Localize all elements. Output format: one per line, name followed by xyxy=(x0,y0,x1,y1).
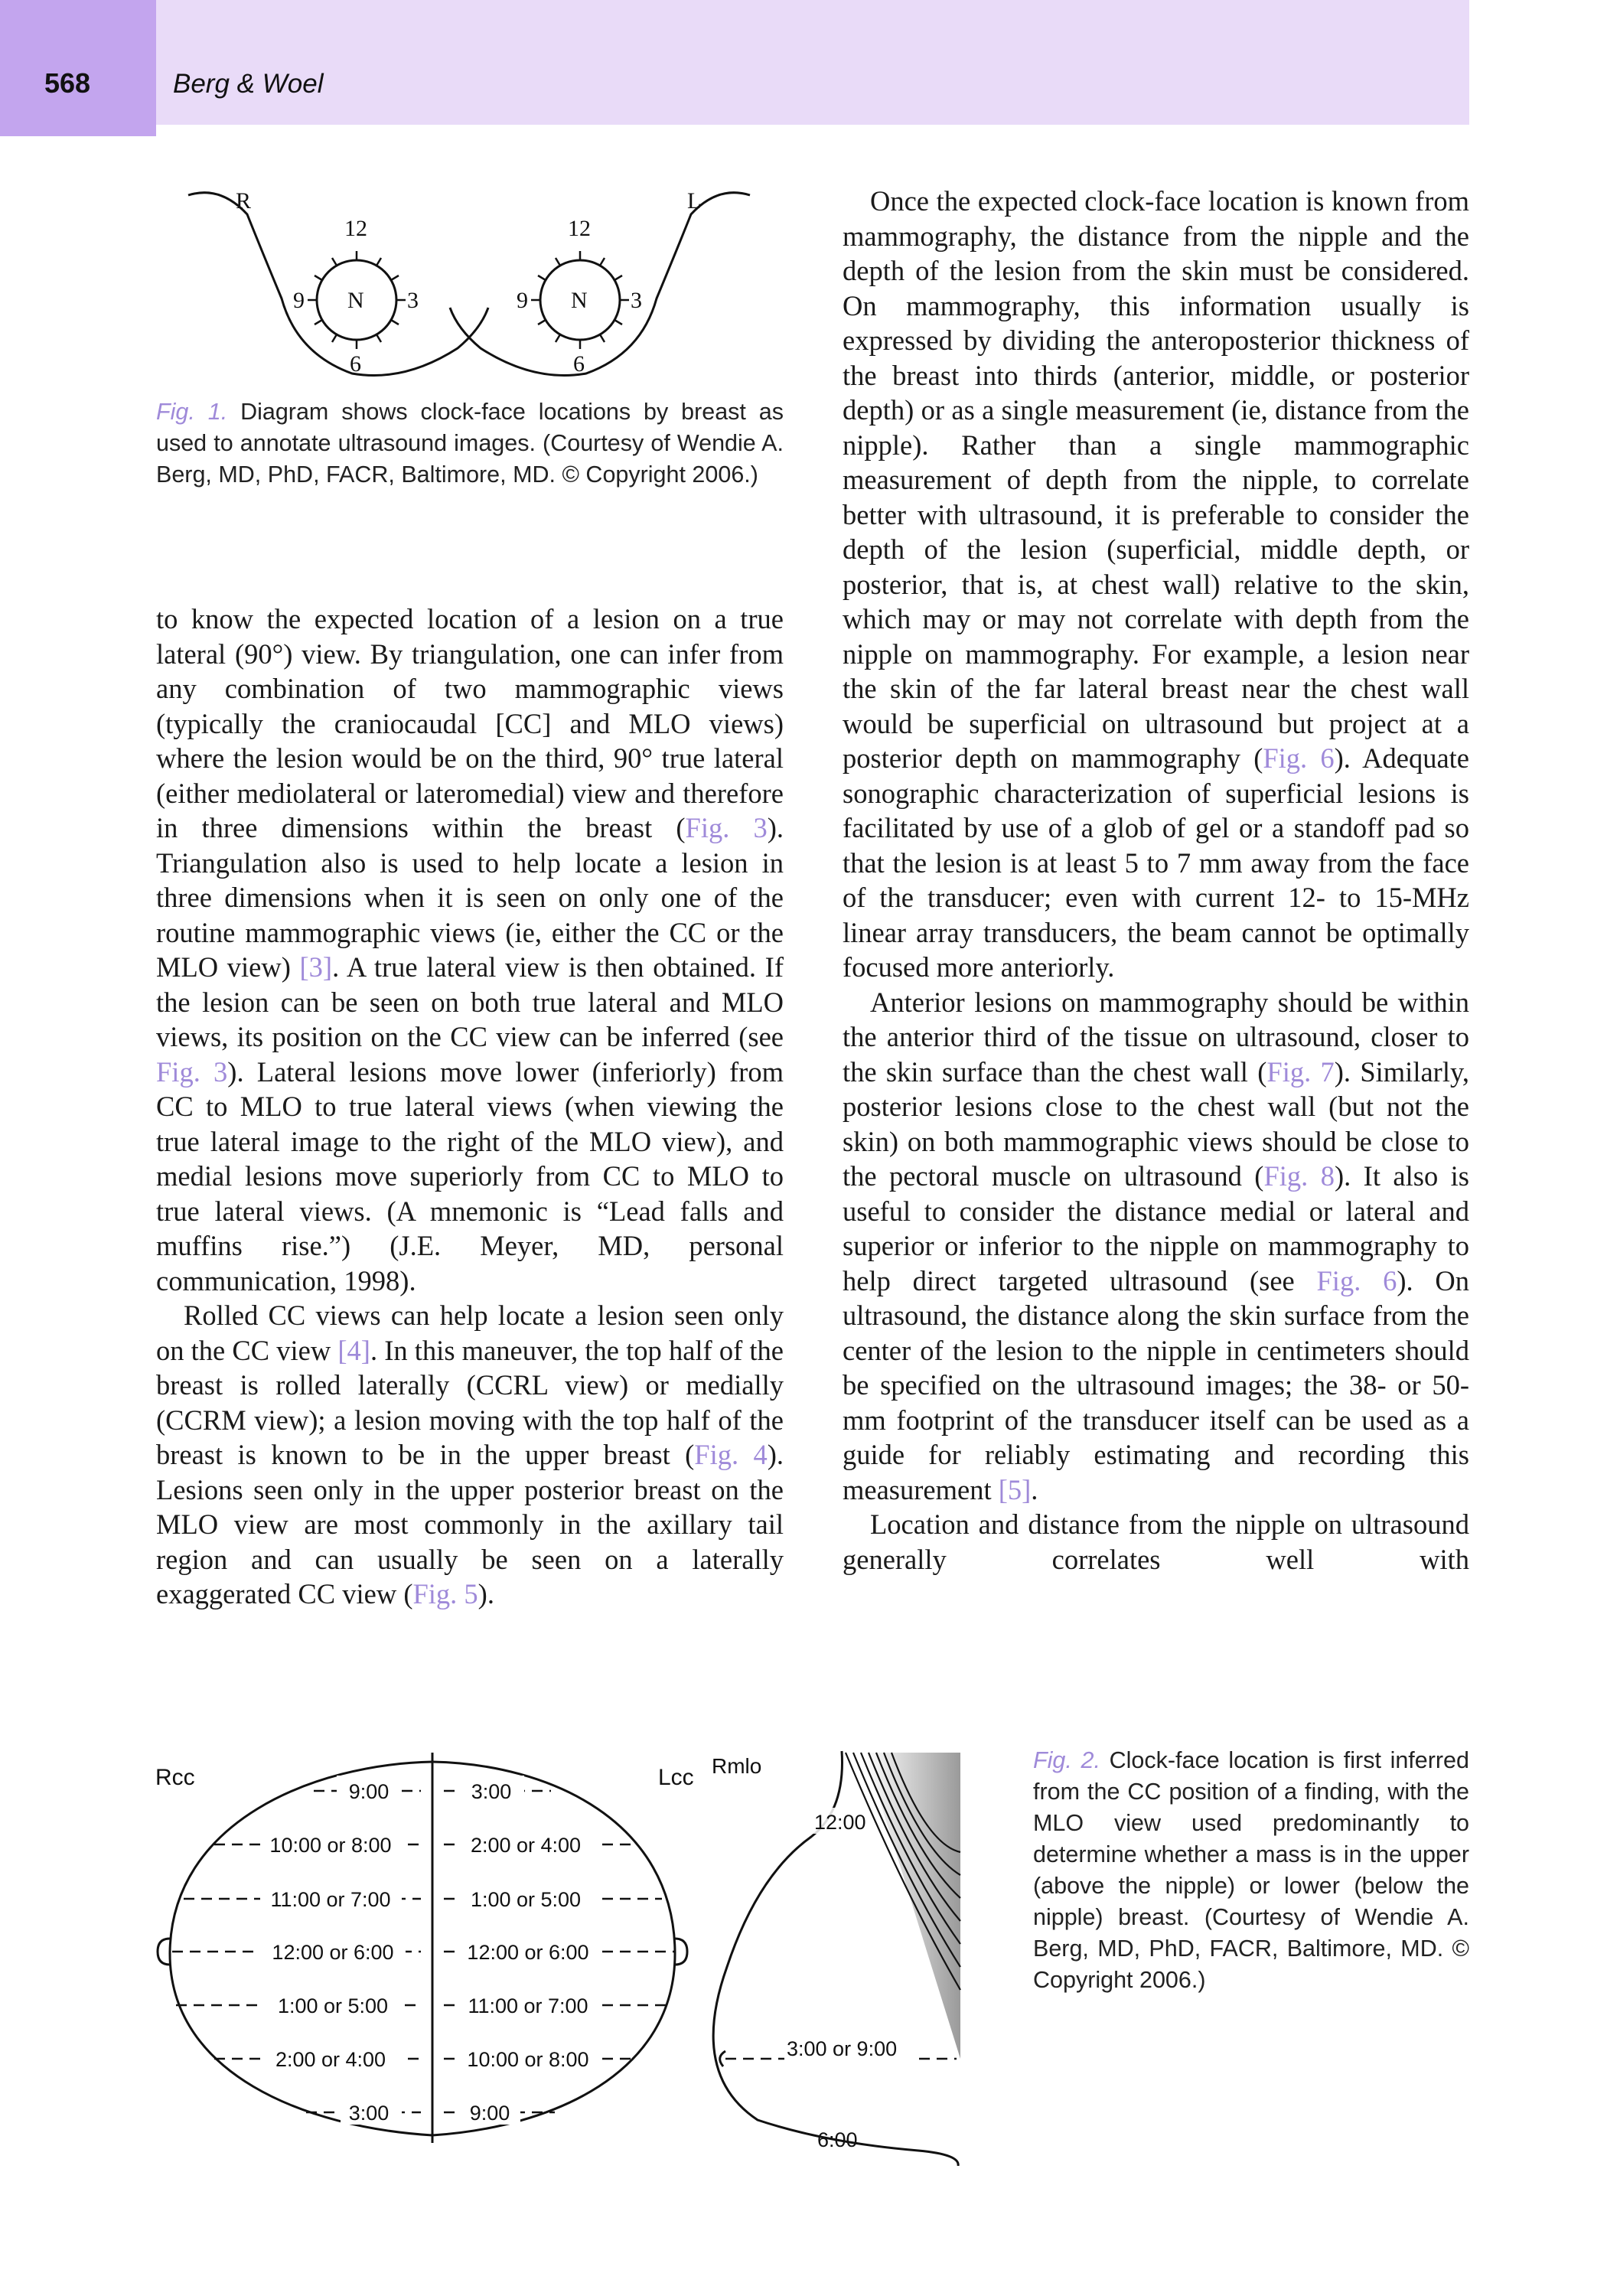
fig2-right-row-4: 12:00 or 6:00 xyxy=(467,1941,589,1964)
fig2-lcc-label: Lcc xyxy=(658,1765,694,1790)
fig2-rcc-label: Rcc xyxy=(155,1765,195,1790)
fig2-left-row-6: 2:00 or 4:00 xyxy=(275,2048,386,2071)
ref-fig-3[interactable]: Fig. 3 xyxy=(156,1055,228,1088)
left-paragraph-1: to know the expected location of a lesion on a true lateral (90°) view. By triangulation, one can infer from any combination of two mammographic views (typically the craniocaudal [CC] and MLO views) where the lesion would be on the third, 90° true lateral (either mediolateral or lateromedial) view and therefore in three dimensions within the breast (Fig. 3). Triangulation also is used to help locate a lesion in three dimensions when it is seen on only one of the routine mammographic views (ie, either the CC or the MLO view) [3]. A true lateral view is then obtained. If the lesion can be seen on both true lateral and MLO views, its position on the CC view can be inferred (see Fig. 3). Lateral lesions move lower (inferiorly) from CC to MLO to true lateral views (when viewing the true lateral image to the right of the MLO view), and medial lesions move superiorly from CC to MLO to true lateral views. (A mnemonic is “Lead falls and muffins rise.”) (J.E. Meyer, MD, personal communication, 1998). xyxy=(156,603,784,1296)
figure-1-caption-text: Diagram shows clock-face locations by breast as used to annotate ultrasound images. (Courtesy of Wendie A. Berg, MD, PhD, FACR, Baltimore, MD. © Copyright 2006.) xyxy=(156,399,784,488)
fig2-right-row-3: 1:00 or 5:00 xyxy=(470,1888,582,1911)
fig2-left-row-5: 1:00 or 5:00 xyxy=(277,1994,389,2017)
ref-citation-4[interactable]: [4] xyxy=(337,1334,370,1366)
left-paragraph-2: Rolled CC views can help locate a lesion seen only on the CC view [4]. In this maneuver, the top half of the breast is rolled laterally (CCRL view) or medially (CCRM view); a lesion moving with the top half of the breast is known to be in the upper breast (Fig. 4). Lesions seen only in the upper posterior breast on the MLO view are most commonly in the axillary tail region and can usually be seen on a laterally exaggerated CC view (Fig. 5). xyxy=(156,1300,784,1609)
figure-2-label: Fig. 2. xyxy=(1033,1747,1100,1773)
figure-1-label: Fig. 1. xyxy=(156,399,228,425)
fig2-mlo-label-6: 6:00 xyxy=(817,2128,858,2151)
ref-fig-6[interactable]: Fig. 6 xyxy=(1316,1264,1397,1296)
fig2-right-row-1: 3:00 xyxy=(471,1780,512,1803)
ref-citation-5[interactable]: [5] xyxy=(998,1473,1032,1505)
fig1-label-left: L xyxy=(687,188,702,214)
page-number: 568 xyxy=(44,67,91,99)
fig2-right-row-7: 9:00 xyxy=(469,2102,510,2125)
fig2-left-row-3: 11:00 or 7:00 xyxy=(270,1888,391,1911)
ref-fig-6[interactable]: Fig. 6 xyxy=(1263,742,1335,774)
figure-2-caption xyxy=(1033,1745,1469,1996)
fig1-l-3: 3 xyxy=(631,288,642,313)
ref-fig-8[interactable]: Fig. 8 xyxy=(1263,1160,1335,1192)
left-column xyxy=(156,602,784,1612)
fig1-l-9: 9 xyxy=(517,288,528,313)
fig1-label-right: R xyxy=(236,188,252,214)
ref-fig-5[interactable]: Fig. 5 xyxy=(412,1578,478,1609)
fig2-right-row-6: 10:00 or 8:00 xyxy=(467,2048,589,2071)
figure-2-caption-text: Clock-face location is first inferred from the CC position of a finding, with the MLO view used predominantly to determine whether a mass is in the upper (above the nipple) or lower (below the nipple) breast. (Courtesy of Wendie A. Berg, MD, PhD, FACR, Baltimore, MD. © Copyright 2006.) xyxy=(1033,1747,1469,1993)
ref-fig-7[interactable]: Fig. 7 xyxy=(1266,1055,1335,1088)
figure-1-clockface-diagram xyxy=(174,184,764,383)
fig1-r-6: 6 xyxy=(350,351,361,377)
fig1-r-9: 9 xyxy=(293,288,305,313)
fig2-mlo-label-12: 12:00 xyxy=(814,1811,866,1834)
header-band xyxy=(0,0,1469,125)
fig2-rmlo-label: Rmlo xyxy=(712,1754,762,1778)
running-head-authors: Berg & Woel xyxy=(173,69,324,99)
ref-fig-4[interactable]: Fig. 4 xyxy=(694,1439,768,1470)
fig2-right-row-5: 11:00 or 7:00 xyxy=(468,1994,588,2017)
ref-fig-3[interactable]: Fig. 3 xyxy=(685,812,768,843)
fig1-l-nipple: N xyxy=(571,288,588,313)
fig2-right-row-2: 2:00 or 4:00 xyxy=(470,1834,582,1857)
right-paragraph-3: Location and distance from the nipple on ultrasound generally correlates well with xyxy=(843,1508,1469,1575)
fig2-left-row-7: 3:00 xyxy=(348,2102,390,2125)
fig2-mlo-view xyxy=(713,1751,960,2166)
fig2-mlo-label-3-9: 3:00 or 9:00 xyxy=(787,2037,898,2060)
fig2-left-row-2: 10:00 or 8:00 xyxy=(269,1834,392,1857)
figure-2-cc-mlo-diagram xyxy=(153,1737,964,2166)
fig2-left-row-1: 9:00 xyxy=(348,1780,390,1803)
fig1-r-12: 12 xyxy=(344,216,367,241)
figure-1-caption xyxy=(156,396,784,491)
right-paragraph-2: Anterior lesions on mammography should be within the anterior third of the tissue on ultrasound, closer to the skin surface than the chest wall (Fig. 7). Similarly, posterior lesions close to the chest wall (but not the skin) on both mammographic views should be close to the pectoral muscle on ultrasound (Fig. 8). It also is useful to consider the distance medial or lateral and superior or inferior to the nipple on mammography to help direct targeted ultrasound (see Fig. 6). On ultrasound, the distance along the skin surface from the center of the lesion to the nipple in centimeters should be specified on the ultrasound images; the 38- or 50-mm footprint of the transducer itself can be used as a guide for reliably estimating and recording this measurement [5]. xyxy=(843,986,1469,1505)
fig1-r-nipple: N xyxy=(347,288,364,313)
right-paragraph-1: Once the expected clock-face location is known from mammography, the distance from the nipple and the depth of the lesion from the skin must be considered. On mammography, this information usually is expressed by dividing the anteroposterior thickness of the breast into thirds (anterior, middle, or posterior depth) or as a single measurement (ie, distance from the nipple). Rather than a single mammographic measurement of depth from the nipple, to correlate better with ultrasound, it is preferable to consider the depth of the lesion (superficial, middle depth, or posterior, that is, at chest wall) relative to the skin, which may or may not correlate with depth from the nipple on mammography. For example, a lesion near the skin of the far lateral breast near the chest wall would be superficial on ultrasound but project at a posterior depth on mammography (Fig. 6). Adequate sonographic characterization of superficial lesions is facilitated by use of a glob of gel or a standoff pad so that the lesion is at least 5 to 7 mm away from the face of the transducer; even with current 12- to 15-MHz linear array transducers, the beam cannot be optimally focused more anteriorly. xyxy=(843,185,1469,983)
right-column xyxy=(843,184,1469,1577)
header-divider xyxy=(156,125,1469,136)
fig1-r-3: 3 xyxy=(407,288,419,313)
ref-citation-3[interactable]: [3] xyxy=(299,951,333,983)
fig1-l-12: 12 xyxy=(568,216,591,241)
fig1-l-6: 6 xyxy=(573,351,585,377)
fig2-left-row-4: 12:00 or 6:00 xyxy=(272,1941,394,1964)
